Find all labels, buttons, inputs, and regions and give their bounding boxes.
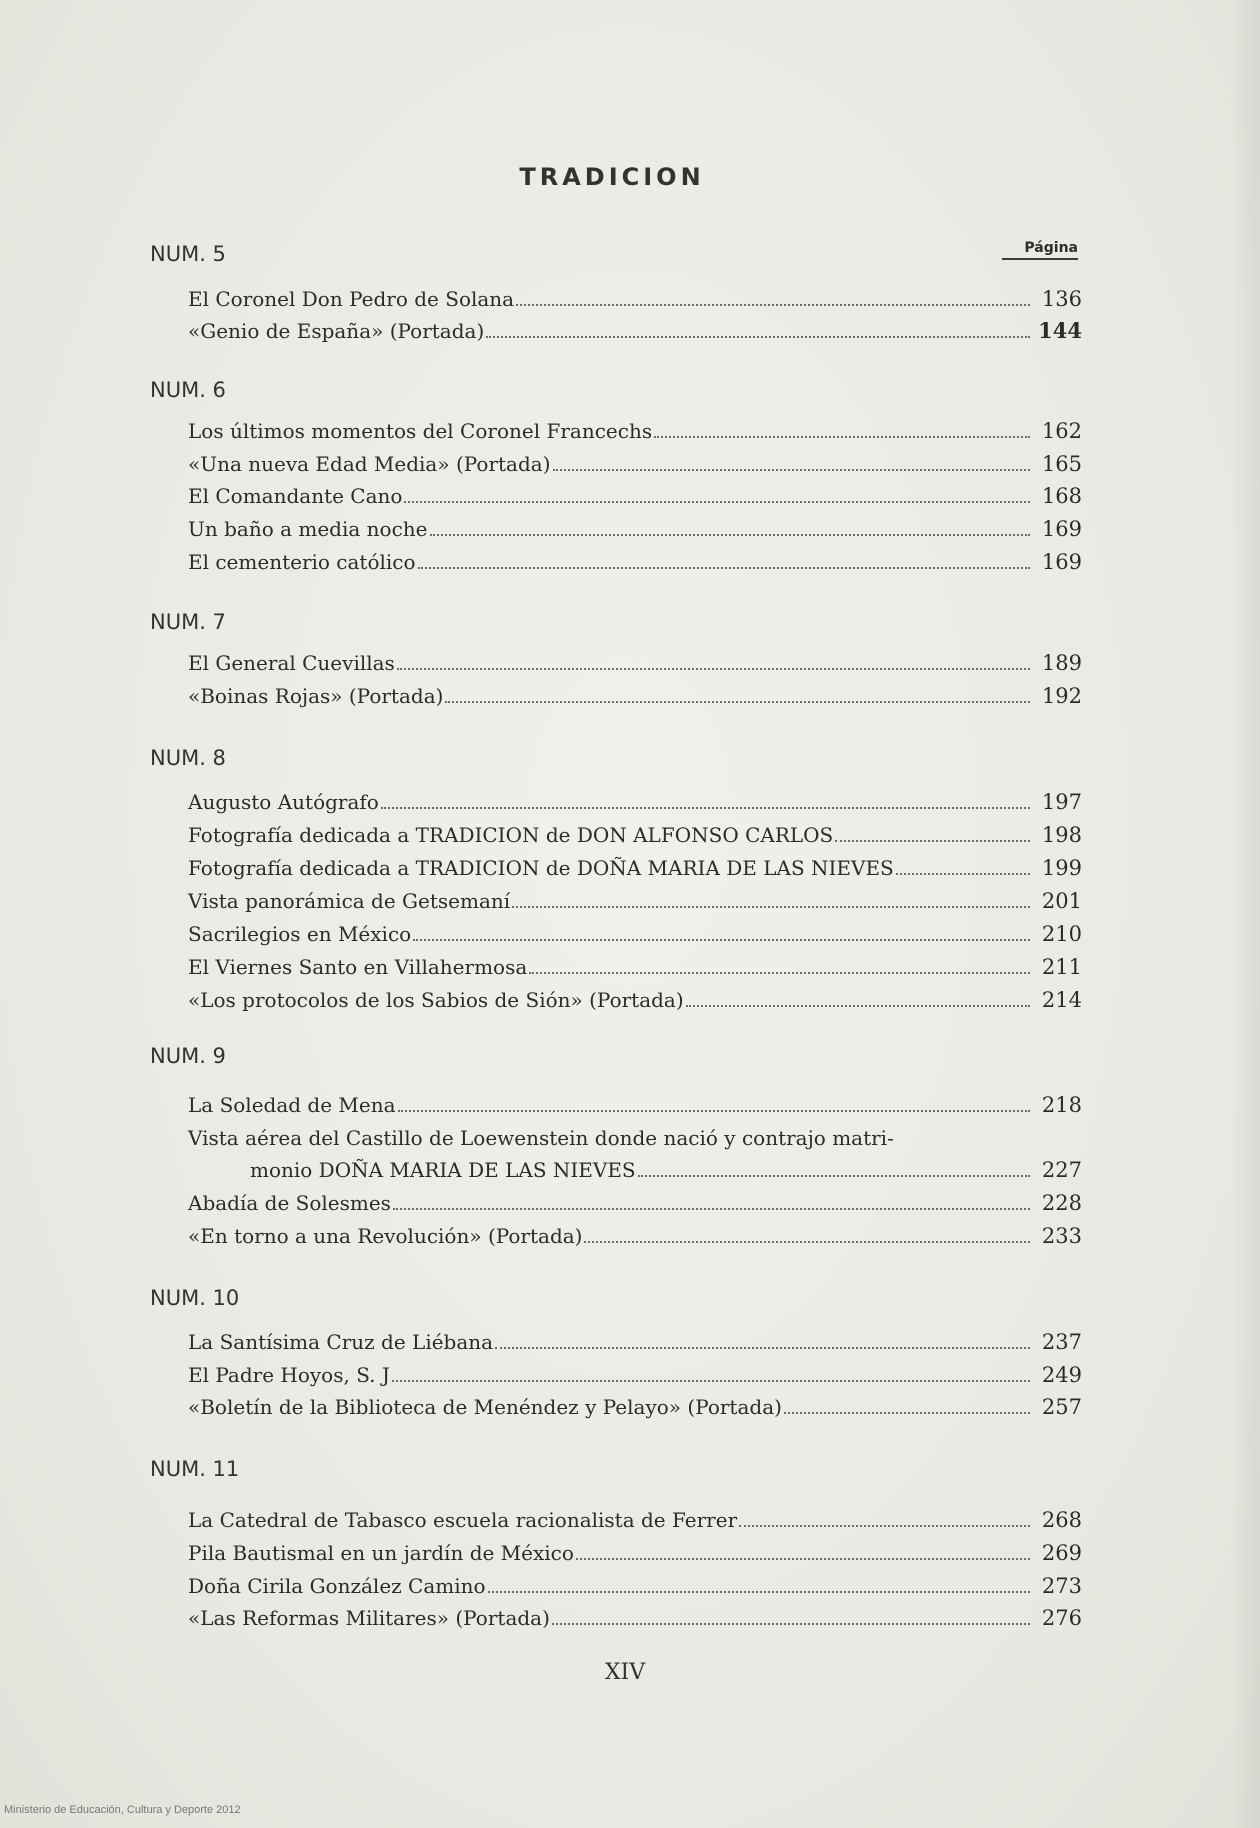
entry-page: 198 xyxy=(1041,823,1082,847)
section-heading: NUM. 5 xyxy=(150,242,226,266)
entry-title: El Comandante Cano xyxy=(188,484,403,508)
dot-leader xyxy=(638,1174,1030,1177)
section-heading: NUM. 6 xyxy=(150,378,226,402)
entry-title: Pila Bautismal en un jardín de México xyxy=(188,1541,574,1565)
toc-entry xyxy=(188,413,1082,443)
dot-leader xyxy=(418,566,1030,569)
entry-page: 218 xyxy=(1041,1093,1082,1117)
toc-entry xyxy=(188,511,1082,541)
entry-page: 210 xyxy=(1041,922,1082,946)
entry-title: Sacrilegios en México xyxy=(188,922,412,946)
entry-title: Doña Cirila González Camino xyxy=(188,1574,486,1598)
entry-title: «Boletín de la Biblioteca de Menéndez y Pelayo» (Portada) xyxy=(188,1395,782,1419)
entry-title: Un baño a media noche xyxy=(188,517,428,541)
dot-leader xyxy=(784,1411,1030,1414)
toc-entry xyxy=(188,1218,1082,1248)
entry-page: 197 xyxy=(1041,790,1082,814)
entry-page: 144 xyxy=(1038,318,1082,343)
toc-entry xyxy=(188,850,1082,880)
entry-title: «Las Reformas Militares» (Portada) xyxy=(188,1606,550,1630)
toc-entry xyxy=(188,544,1082,574)
toc-entry xyxy=(188,1324,1082,1354)
entry-page: 165 xyxy=(1041,452,1082,476)
entry-page: 192 xyxy=(1041,684,1082,708)
dot-leader xyxy=(430,533,1030,536)
entry-page: 237 xyxy=(1041,1330,1082,1354)
entry-title: «Los protocolos de los Sabios de Sión» (Portada) xyxy=(188,988,684,1012)
dot-leader xyxy=(896,872,1030,875)
dot-leader xyxy=(553,468,1031,471)
entry-title: El Coronel Don Pedro de Solana xyxy=(188,287,515,311)
entry-page: 227 xyxy=(1041,1158,1082,1182)
dot-leader xyxy=(552,1622,1030,1625)
dot-leader xyxy=(516,303,1030,306)
dot-leader xyxy=(392,1379,1030,1382)
gutter-shadow xyxy=(1230,0,1260,1828)
toc-entry xyxy=(188,949,1082,979)
dot-leader xyxy=(393,1207,1030,1210)
toc-entry xyxy=(188,883,1082,913)
dot-leader xyxy=(576,1557,1030,1560)
entry-title: El cementerio católico xyxy=(188,550,416,574)
entry-title: «Boinas Rojas» (Portada) xyxy=(188,684,444,708)
page-column-header: Página xyxy=(1002,240,1078,260)
entry-title: «En torno a una Revolución» (Portada) xyxy=(188,1224,583,1248)
dot-leader xyxy=(495,1346,1030,1349)
section-heading: NUM. 7 xyxy=(150,610,226,634)
page-title: TRADICION xyxy=(519,163,705,191)
toc-entry xyxy=(188,1120,1082,1150)
dot-leader xyxy=(486,335,1030,338)
entry-page: 199 xyxy=(1041,856,1082,880)
entry-title: Los últimos momentos del Coronel Francechs xyxy=(188,419,653,443)
section-heading: NUM. 10 xyxy=(150,1286,240,1310)
entry-page: 201 xyxy=(1041,889,1082,913)
copyright-footer: Ministerio de Educación, Cultura y Deporte 2012 xyxy=(4,1804,241,1816)
toc-entry xyxy=(188,313,1082,343)
entry-title: Abadía de Solesmes xyxy=(188,1191,391,1215)
dot-leader xyxy=(512,905,1030,908)
entry-title: Fotografía dedicada a TRADICION de DOÑA MARIA DE LAS NIEVES xyxy=(188,856,894,880)
toc-entry xyxy=(188,817,1082,847)
entry-title: Vista panorámica de Getsemaní xyxy=(188,889,511,913)
entry-page: 268 xyxy=(1041,1508,1082,1532)
toc-entry xyxy=(188,1185,1082,1215)
dot-leader xyxy=(381,806,1030,809)
entry-title: «Genio de España» (Portada) xyxy=(188,319,485,343)
dot-leader xyxy=(397,667,1030,670)
entry-title: El Viernes Santo en Villahermosa xyxy=(188,955,528,979)
entry-page: 228 xyxy=(1041,1191,1082,1215)
entry-page: 169 xyxy=(1041,550,1082,574)
dot-leader xyxy=(404,500,1030,503)
entry-title: La Santísima Cruz de Liébana xyxy=(188,1330,494,1354)
toc-entry-continuation xyxy=(250,1152,1082,1182)
dot-leader xyxy=(835,839,1030,842)
dot-leader xyxy=(584,1240,1030,1243)
entry-title: Fotografía dedicada a TRADICION de DON ALFONSO CARLOS xyxy=(188,823,834,847)
entry-page: 249 xyxy=(1041,1363,1082,1387)
toc-entry xyxy=(188,1389,1082,1419)
dot-leader xyxy=(686,1004,1030,1007)
entry-page: 211 xyxy=(1041,955,1082,979)
entry-page: 257 xyxy=(1041,1395,1082,1419)
toc-entry xyxy=(188,784,1082,814)
section-heading: NUM. 11 xyxy=(150,1457,240,1481)
dot-leader xyxy=(445,700,1030,703)
dot-leader xyxy=(654,435,1030,438)
entry-page: 273 xyxy=(1041,1574,1082,1598)
entry-title: «Una nueva Edad Media» (Portada) xyxy=(188,452,551,476)
toc-entry xyxy=(188,1568,1082,1598)
entry-title: El Padre Hoyos, S. J xyxy=(188,1363,390,1387)
toc-entry xyxy=(188,916,1082,946)
entry-page: 162 xyxy=(1041,419,1082,443)
dot-leader xyxy=(529,971,1030,974)
entry-title: Vista aérea del Castillo de Loewenstein donde nació y contrajo matri- xyxy=(188,1126,894,1150)
entry-title: La Catedral de Tabasco escuela racionalista de Ferrer xyxy=(188,1508,738,1532)
entry-page: 189 xyxy=(1041,651,1082,675)
entry-title: monio DOÑA MARIA DE LAS NIEVES xyxy=(250,1158,636,1182)
entry-page: 276 xyxy=(1041,1606,1082,1630)
entry-page: 233 xyxy=(1041,1224,1082,1248)
dot-leader xyxy=(413,938,1030,941)
entry-title: Augusto Autógrafo xyxy=(188,790,379,814)
toc-entry xyxy=(188,1600,1082,1630)
toc-entry xyxy=(188,645,1082,675)
section-heading: NUM. 9 xyxy=(150,1044,226,1068)
toc-entry xyxy=(188,982,1082,1012)
entry-title: La Soledad de Mena xyxy=(188,1093,396,1117)
section-heading: NUM. 8 xyxy=(150,746,226,770)
entry-page: 169 xyxy=(1041,517,1082,541)
toc-entry xyxy=(188,478,1082,508)
toc-entry xyxy=(188,1502,1082,1532)
dot-leader xyxy=(739,1524,1030,1527)
toc-entry xyxy=(188,1357,1082,1387)
entry-page: 214 xyxy=(1041,988,1082,1012)
toc-entry xyxy=(188,678,1082,708)
entry-page: 136 xyxy=(1041,287,1082,311)
toc-entry xyxy=(188,1535,1082,1565)
dot-leader xyxy=(488,1590,1030,1593)
dot-leader xyxy=(398,1109,1030,1112)
entry-title: El General Cuevillas xyxy=(188,651,395,675)
toc-entry xyxy=(188,281,1082,311)
toc-entry xyxy=(188,1087,1082,1117)
toc-entry xyxy=(188,446,1082,476)
entry-page: 269 xyxy=(1041,1541,1082,1565)
page-folio: XIV xyxy=(604,1660,646,1685)
entry-page: 168 xyxy=(1041,484,1082,508)
